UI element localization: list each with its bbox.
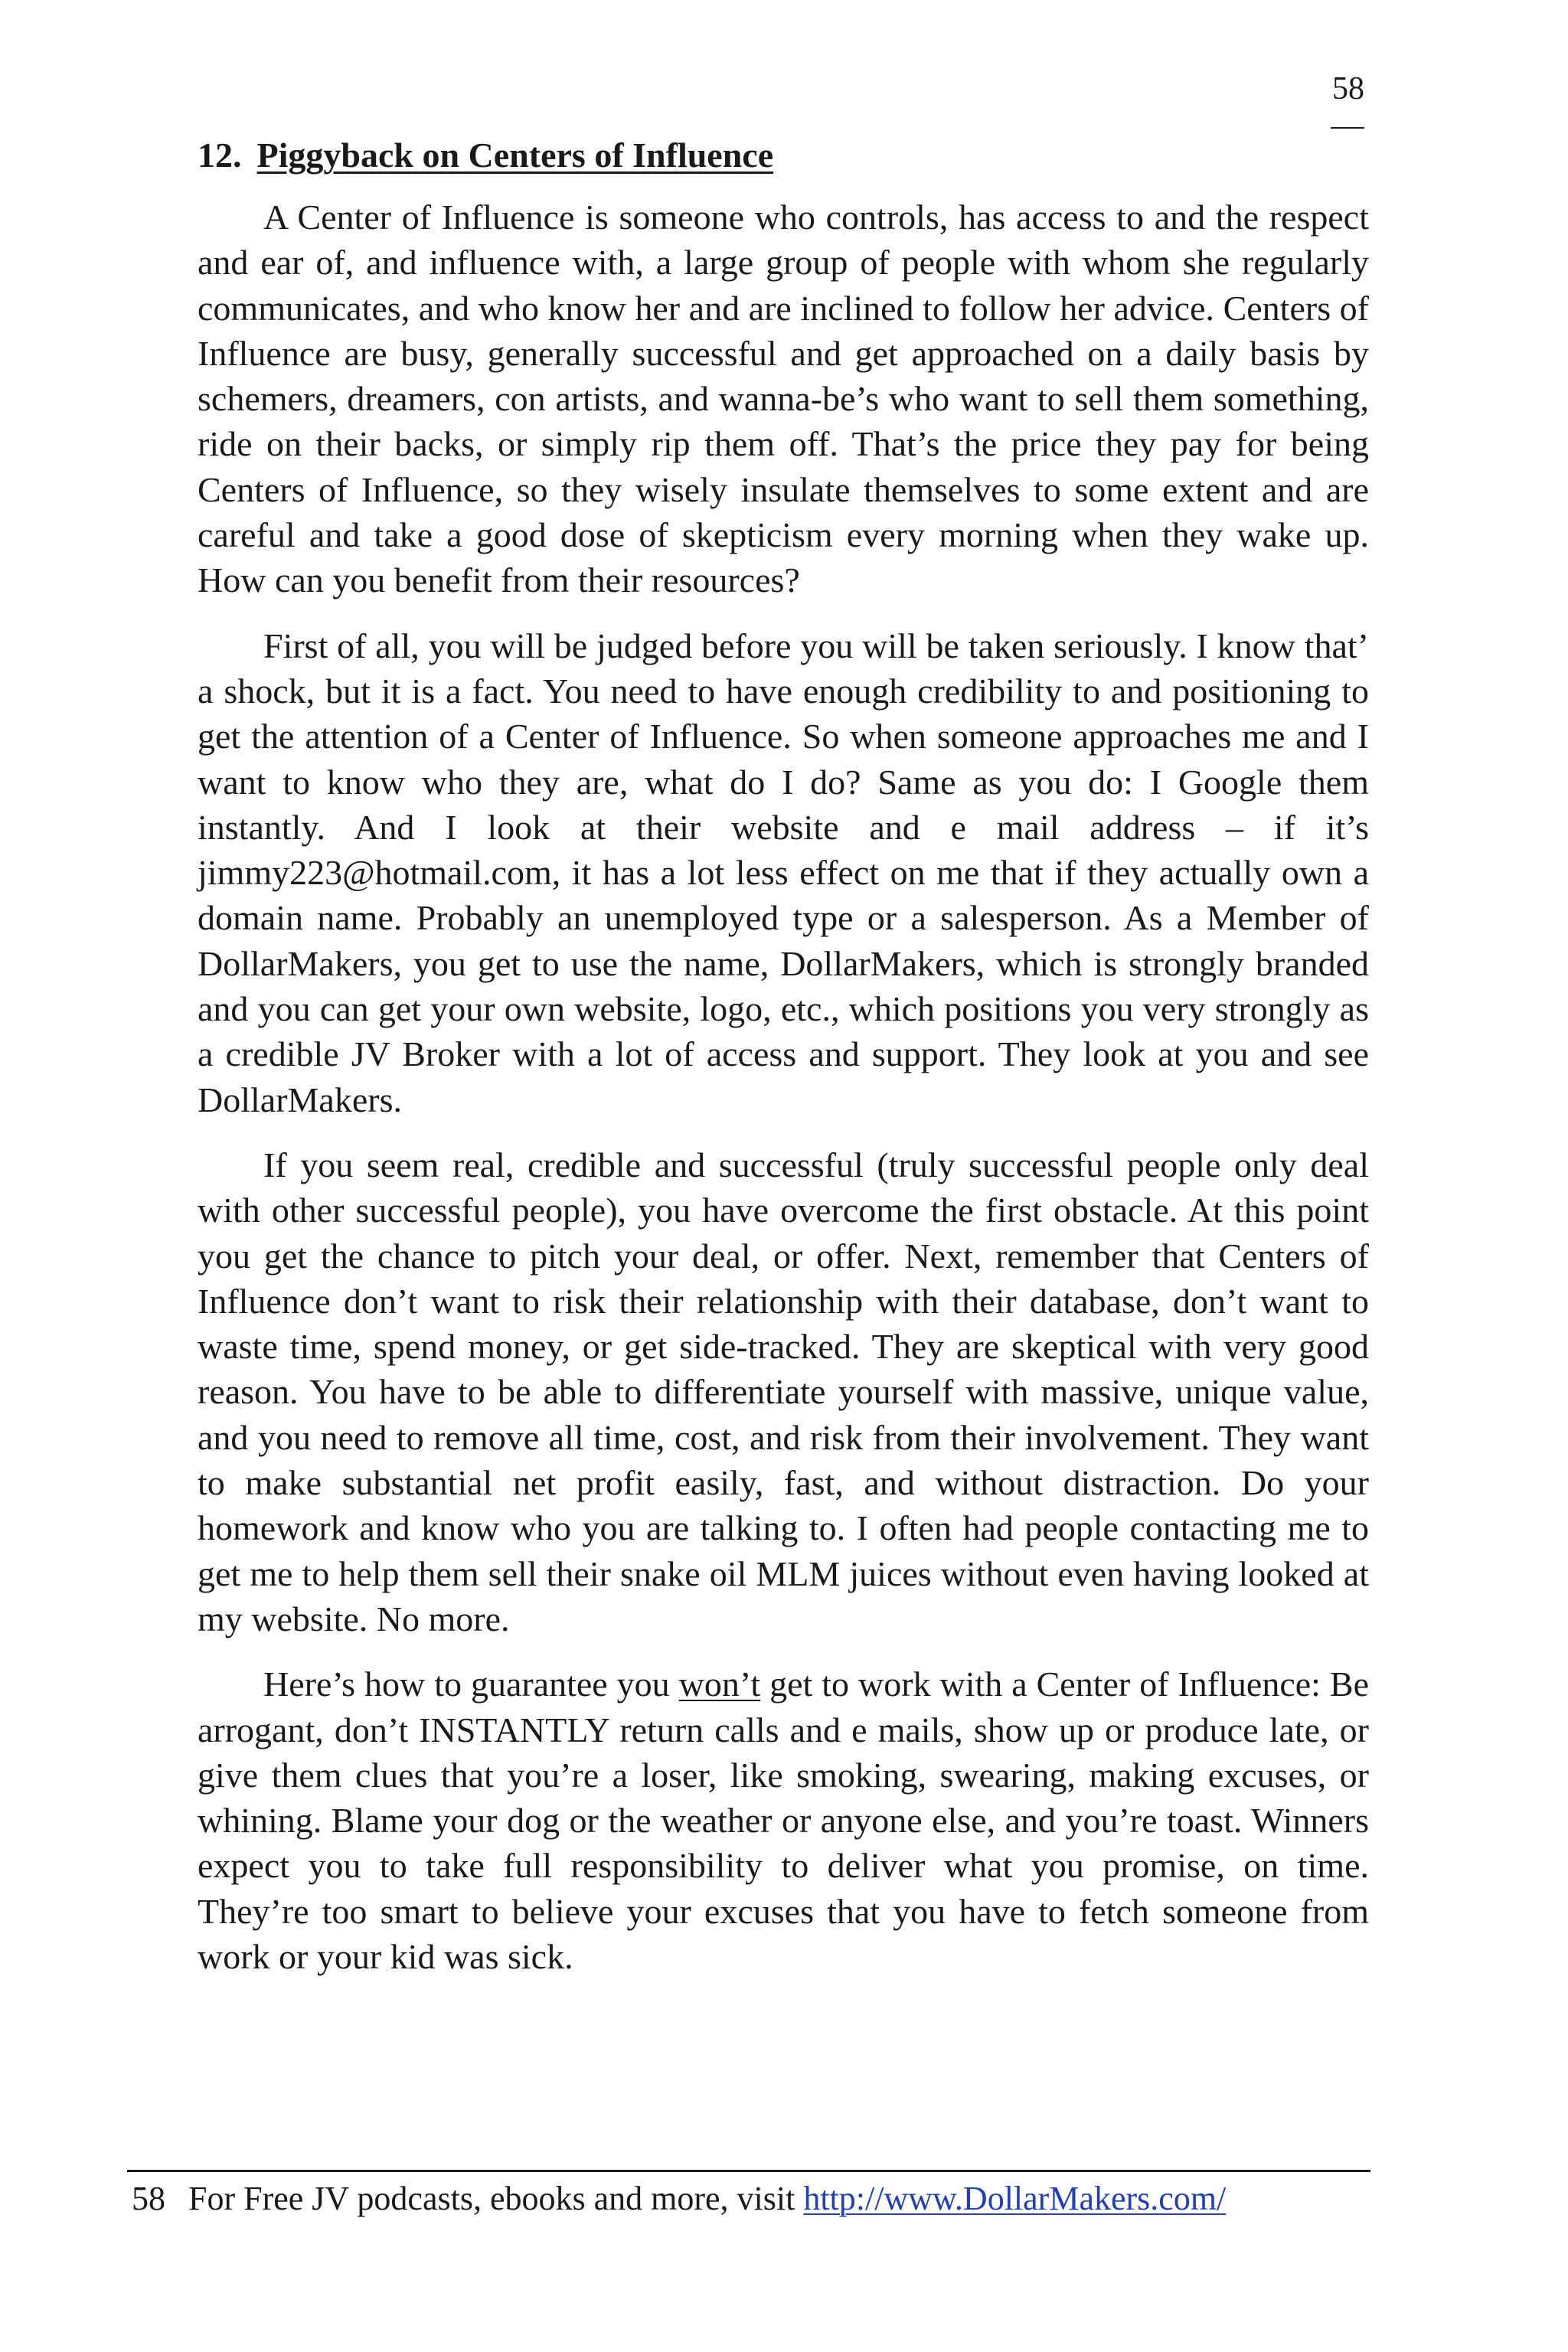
- page-number: 58: [1332, 71, 1364, 106]
- paragraph-4-underlined-word: won’t: [678, 1664, 761, 1704]
- paragraph-4: [198, 1661, 1369, 1979]
- paragraph-4-text-after: get to work with a Center of Influence: Be arrogant, don’t INSTANTLY return calls and e mails, show up or produce late, or give them clues that you’re a loser, like smoking, swearing, making excuses, or whining. Blame your dog or the weather or anyone else, and you’re toast. Winners expect you to take full responsibility to deliver what you promise, on time. They’re too smart to believe your excuses that you have to fetch someone from work or your kid was sick.: [198, 1664, 1369, 1976]
- footer-text: For Free JV podcasts, ebooks and more, visit: [188, 2180, 804, 2217]
- section-heading: [198, 129, 1369, 182]
- footer-page-number: 58: [132, 2180, 165, 2217]
- paragraph-4-text-before: Here’s how to guarantee you: [263, 1664, 679, 1704]
- paragraph-1: A Center of Influence is someone who controls, has access to and the respect and ear of, and influence with, a large group of people with whom she regularly communicates, and who know her and are inclined to follow her advice. Centers of Influence are busy, generally successful and get approached on a daily basis by schemers, dreamers, con artists, and wanna-be’s who want to sell them something, ride on their backs, or simply rip them off. That’s the price they pay for being Centers of Influence, so they wisely insulate themselves to some extent and are careful and take a good dose of skepticism every morning when they wake up. How can you benefit from their resources?: [198, 198, 1369, 600]
- section-title: Piggyback on Centers of Influence: [256, 136, 774, 175]
- footer: [132, 2176, 1387, 2222]
- paragraph-3: If you seem real, credible and successful (truly successful people only deal with other successful people), you have overcome the first obstacle. At this point you get the chance to pitch your deal, or offer. Next, remember that Centers of Influence don’t want to risk their relationship with their database, don’t want to waste time, spend money, or get side-tracked. They are skeptical with very good reason. You have to be able to differentiate yourself with massive, unique value, and you need to remove all time, cost, and risk from their involvement. They want to make substantial net profit easily, fast, and without distraction. Do your homework and know who you are talking to. I often had people contacting me to get me to help them sell their snake oil MLM juices without even having looked at my website. No more.: [198, 1145, 1369, 1638]
- page-content: [198, 129, 1369, 1999]
- footer-link[interactable]: http://www.DollarMakers.com/: [803, 2180, 1227, 2217]
- footer-rule: [127, 2170, 1370, 2172]
- section-number: 12.: [198, 136, 242, 175]
- paragraph-2: First of all, you will be judged before you will be taken seriously. I know that’ a shock, but it is a fact. You need to have enough credibility to and positioning to get the attention of a Center of Influence. So when someone approaches me and I want to know who they are, what do I do? Same as you do: I Google them instantly. And I look at their website and e mail address – if it’s jimmy223@hotmail.com, it has a lot less effect on me that if they actually own a domain name. Probably an unemployed type or a salesperson. As a Member of DollarMakers, you get to use the name, DollarMakers, which is strongly branded and you can get your own website, logo, etc., which positions you very strongly as a credible JV Broker with a lot of access and support. They look at you and see DollarMakers.: [198, 626, 1369, 1119]
